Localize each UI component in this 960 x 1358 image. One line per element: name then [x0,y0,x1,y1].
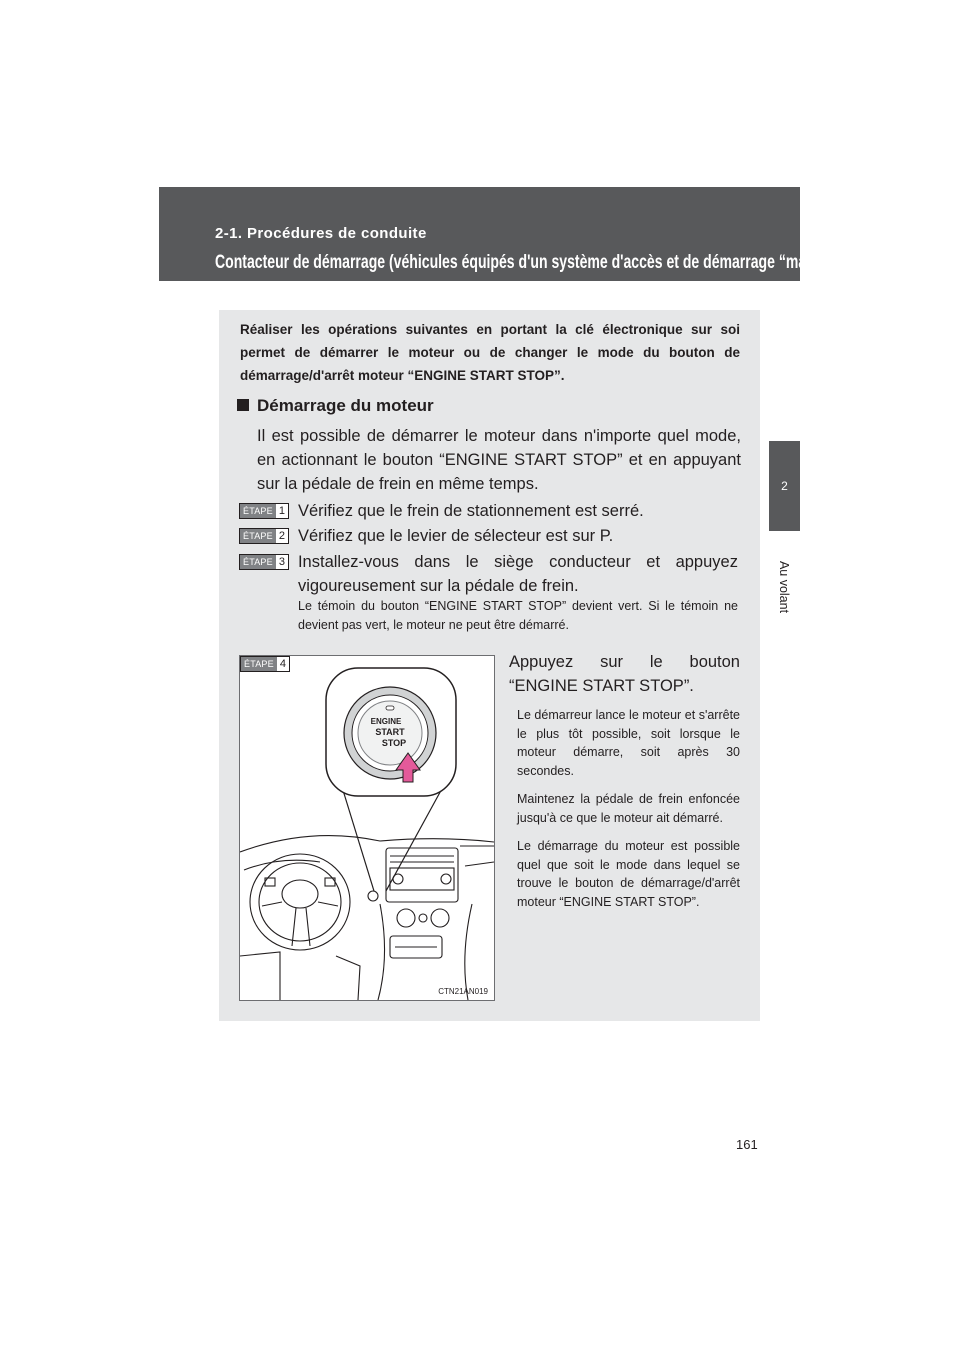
step-badge-number: 3 [276,555,288,569]
content-panel [219,310,760,1021]
step-text: Installez-vous dans le siège conducteur et appuyez vigoureusement sur la pédale de frein. [297,553,738,595]
page-number: 161 [736,1137,758,1152]
chapter-number: 2 [781,479,788,493]
step-badge-number: 2 [276,529,288,543]
step-2 [239,524,613,548]
step-badge-label: ÉTAPE [240,529,276,543]
step-badge-number: 1 [276,504,288,518]
chapter-title: Au volant [777,560,791,614]
start-button-figure [239,655,495,1001]
subsection-heading [237,396,434,416]
step-text: Vérifiez que le frein de stationnement est serré. [297,502,644,520]
chapter-tab [769,441,800,531]
step-4-line-1 [509,650,740,674]
button-label-start: START [375,727,405,737]
intro-paragraph: Réaliser les opérations suivantes en portant la clé électronique sur soi permet de démarrer le moteur ou de changer le mode du bouton de démarrage/d'arrêt moteur “ENGINE START STOP”. [240,322,740,383]
step-badge [239,554,289,570]
step-badge-label: ÉTAPE [241,657,277,671]
step-text: Vérifiez que le levier de sélecteur est sur P. [297,527,614,545]
subsection-title: Démarrage du moteur [257,396,434,415]
section-title: Contacteur de démarrage (véhicules équipés d'un système d'accès et de démarrage “mains libres”) [215,251,880,273]
button-label-engine: ENGINE [370,717,402,726]
step-badge-label: ÉTAPE [240,504,276,518]
step-4-word: le [649,653,663,671]
step-3-note: Le témoin du bouton “ENGINE START STOP” devient vert. Si le témoin ne devient pas vert, le moteur ne peut être démarré. [298,599,738,632]
step-badge [239,503,289,519]
step-3 [239,550,741,598]
step-4-word: Appuyez [509,653,574,671]
section-label: 2-1. Procédures de conduite [215,225,427,242]
step-1 [239,499,644,523]
section-header [159,187,880,281]
step-4-word: bouton [689,653,740,671]
step-4-text [509,650,740,698]
step-4-note: Maintenez la pédale de frein enfoncée jusqu'à ce que le moteur ait démarré. [517,792,740,825]
step-badge [239,528,289,544]
step-4-word: sur [600,653,623,671]
chapter-title-container [770,542,798,632]
step-4-note: Le démarreur lance le moteur et s'arrête le plus tôt possible, soit lorsque le moteur démarre, soit après 30 secondes. [517,708,740,778]
subsection-body: Il est possible de démarrer le moteur dans n'importe quel mode, en actionnant le bouton “ENGINE START STOP” et en appuyant sur la pédale de frein en même temps. [257,427,741,493]
dashboard-illustration [240,656,494,1000]
step-4-line-2: “ENGINE START STOP”. [509,677,694,695]
step-4-note: Le démarrage du moteur est possible quel que soit le mode dans lequel se trouve le bouton de démarrage/d'arrêt moteur “ENGINE START STOP”. [517,839,740,909]
square-bullet-icon [237,399,249,411]
button-label-stop: STOP [381,738,407,748]
step-badge-number: 4 [277,657,289,671]
figure-code: CTN21AN019 [438,987,488,996]
step-4-notes [517,706,740,921]
step-badge-label: ÉTAPE [240,555,276,569]
